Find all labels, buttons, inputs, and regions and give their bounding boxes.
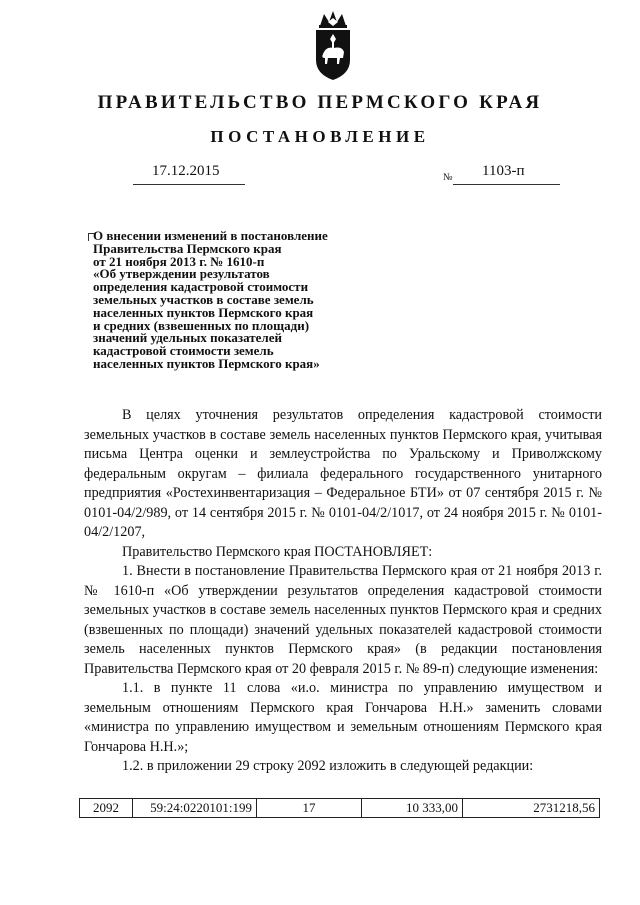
perm-krai-coat-of-arms-icon [306,8,360,84]
item-1-1-paragraph: 1.1. в пункте 11 слова «и.о. министра по управлению имуществом и земельным отношениям Пермского края Гончарова Н.Н.» заменить словами «министра по управлению имуществом и земельным отношениям Пермского края Гончарова Н.Н.»; [84,680,602,755]
subject-line: и средних (взвешенных по площади) [93,317,310,333]
table-cell-group: 17 [257,799,362,818]
table-cell-row-number: 2092 [80,799,133,818]
date-underline [133,184,245,185]
subject-line: «Об утверждении результатов [93,266,270,282]
document-number: 1103-п [482,163,525,179]
table-cell-area: 10 333,00 [362,799,463,818]
preamble-paragraph: В целях уточнения результатов определения кадастровой стоимости земельных участков в составе земель населенных пунктов Пермского края, учитывая письма Центра оценки и землеустройства по Уральскому и Приволжскому федеральным округам – филиала федерального государственного унитарного предприятия «Ростехинвентаризация – Федеральное БТИ» от 07 сентября 2015 г. № 0101-04/2/989, от 14 сентября 2015 г. № 0101-04/2/1017, от 24 ноября 2015 г. № 0101-04/2/1207, [84,407,602,540]
subject-line: О внесении изменений в постановление [93,228,328,243]
cadastral-value-table [79,798,600,818]
table-cell-cadastral-value: 2731218,56 [463,799,600,818]
resolution-paragraph: Правительство Пермского края ПОСТАНОВЛЯЕТ: [122,543,433,560]
subject-line: значений удельных показателей [93,330,282,346]
subject-line: населенных пунктов Пермского края [93,304,314,320]
document-subject [93,230,393,371]
subject-line: от 21 ноября 2013 г. № 1610-п [93,253,265,269]
subject-line: населенных пунктов Пермского края» [93,355,320,371]
subject-line: земельных участков в составе земель [93,291,314,307]
item-1-paragraph: 1. Внести в постановление Правительства Пермского края от 21 ноября 2013 г. № 1610-п «Об утверждении результатов определения кадастровой стоимости земельных участков в составе земель населенных пунктов Пермского края и средних (взвешенных по площади) значений удельных показателей кадастровой стоимости земель населенных пунктов Пермского края» (в редакции постановления Правительства Пермского края от 20 февраля 2015 г. № 89-п) следующие изменения: [84,563,602,677]
subject-line: кадастровой стоимости земель [93,343,274,359]
number-underline [453,184,560,185]
subject-line: Правительства Пермского края [93,240,282,256]
organization-title: ПРАВИТЕЛЬСТВО ПЕРМСКОГО КРАЯ [97,92,543,113]
subject-line: определения кадастровой стоимости [93,279,309,295]
table-cell-cadastral-number: 59:24:0220101:199 [133,799,257,818]
table-row [80,799,600,818]
item-1-2-paragraph: 1.2. в приложении 29 строку 2092 изложить в следующей редакции: [122,758,534,774]
document-type: ПОСТАНОВЛЕНИЕ [210,127,430,146]
number-prefix: № [443,172,453,183]
document-date: 17.12.2015 [152,163,220,179]
document-body [84,406,602,777]
